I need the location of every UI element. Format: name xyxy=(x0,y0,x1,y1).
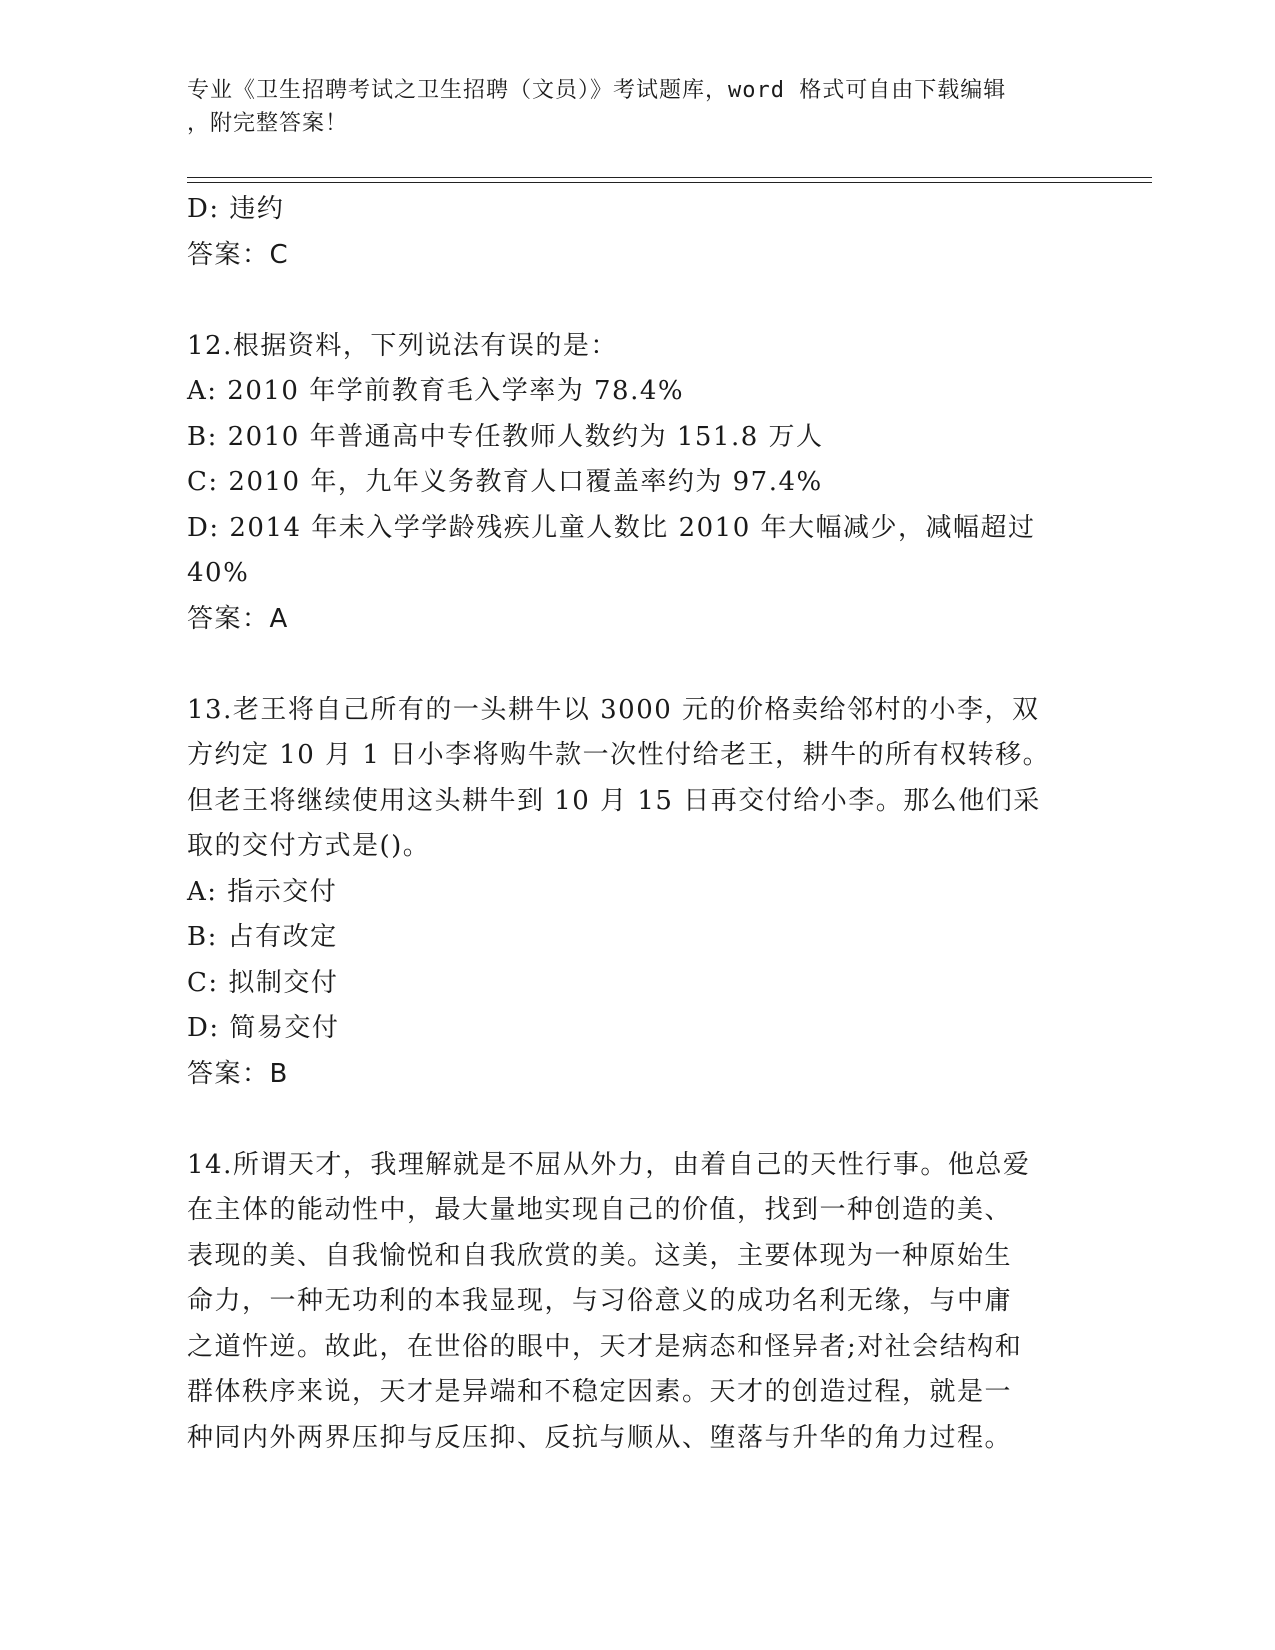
header-line-2: ，附完整答案！ xyxy=(187,111,349,136)
question-stem-line: 群体秩序来说，天才是异端和不稳定因素。天才的创造过程，就是一 xyxy=(187,1377,1013,1407)
question-stem-line: 种同内外两界压抑与反压抑、反抗与顺从、堕落与升华的角力过程。 xyxy=(187,1422,1013,1453)
question-stem-line: 之道忤逆。故此，在世俗的眼中，天才是病态和怪异者;对社会结构和 xyxy=(187,1331,1023,1362)
answer: 答案：B xyxy=(187,1058,289,1089)
question-stem-line: 但老王将继续使用这头耕牛到 10 月 15 日再交付给小李。那么他们采 xyxy=(187,785,1041,816)
header-divider-bottom xyxy=(187,182,1152,183)
question-stem-line: 13.老王将自己所有的一头耕牛以 3000 元的价格卖给邻村的小李，双 xyxy=(187,694,1040,725)
spacer xyxy=(187,1097,1077,1143)
option-c: C: 2010 年，九年义务教育人口覆盖率约为 97.4% xyxy=(187,467,823,497)
prev-option-d: D: 违约 xyxy=(187,194,285,224)
option-d: D: 简易交付 xyxy=(187,1013,340,1043)
question-stem-line: 方约定 10 月 1 日小李将购牛款一次性付给老王，耕牛的所有权转移。 xyxy=(187,740,1051,770)
option-b: B: 2010 年普通高中专任教师人数约为 151.8 万人 xyxy=(187,421,824,452)
header-line-1: 专业《卫生招聘考试之卫生招聘（文员）》考试题库，word 格式可自由下载编辑 xyxy=(187,78,1007,103)
option-d-continued: 40% xyxy=(187,558,250,588)
question-stem: 12.根据资料，下列说法有误的是： xyxy=(187,330,618,361)
option-a: A: 2010 年学前教育毛入学率为 78.4% xyxy=(187,376,685,406)
question-stem-line: 命力，一种无功利的本我显现，与习俗意义的成功名利无缘，与中庸 xyxy=(187,1286,1013,1316)
question-stem-line: 14.所谓天才，我理解就是不屈从外力，由着自己的天性行事。他总爱 xyxy=(187,1149,1031,1180)
option-a: A: 指示交付 xyxy=(187,876,338,907)
question-stem-line: 在主体的能动性中，最大量地实现自己的价值，找到一种创造的美、 xyxy=(187,1195,1013,1225)
question-12 xyxy=(187,324,1077,643)
page-header xyxy=(187,74,1067,140)
question-stem-line: 取的交付方式是()。 xyxy=(187,831,431,861)
prev-answer: 答案：C xyxy=(187,239,290,270)
spacer xyxy=(187,278,1077,324)
header-divider-top xyxy=(187,177,1152,178)
option-b: B: 占有改定 xyxy=(187,922,338,952)
question-14 xyxy=(187,1143,1077,1462)
answer: 答案：A xyxy=(187,603,289,634)
option-c: C: 拟制交付 xyxy=(187,967,339,998)
question-13 xyxy=(187,688,1077,1098)
option-d: D: 2014 年未入学学龄残疾儿童人数比 2010 年大幅减少，减幅超过 xyxy=(187,512,1036,543)
spacer xyxy=(187,642,1077,688)
question-content xyxy=(187,187,1077,1461)
question-stem-line: 表现的美、自我愉悦和自我欣赏的美。这美，主要体现为一种原始生 xyxy=(187,1240,1013,1271)
